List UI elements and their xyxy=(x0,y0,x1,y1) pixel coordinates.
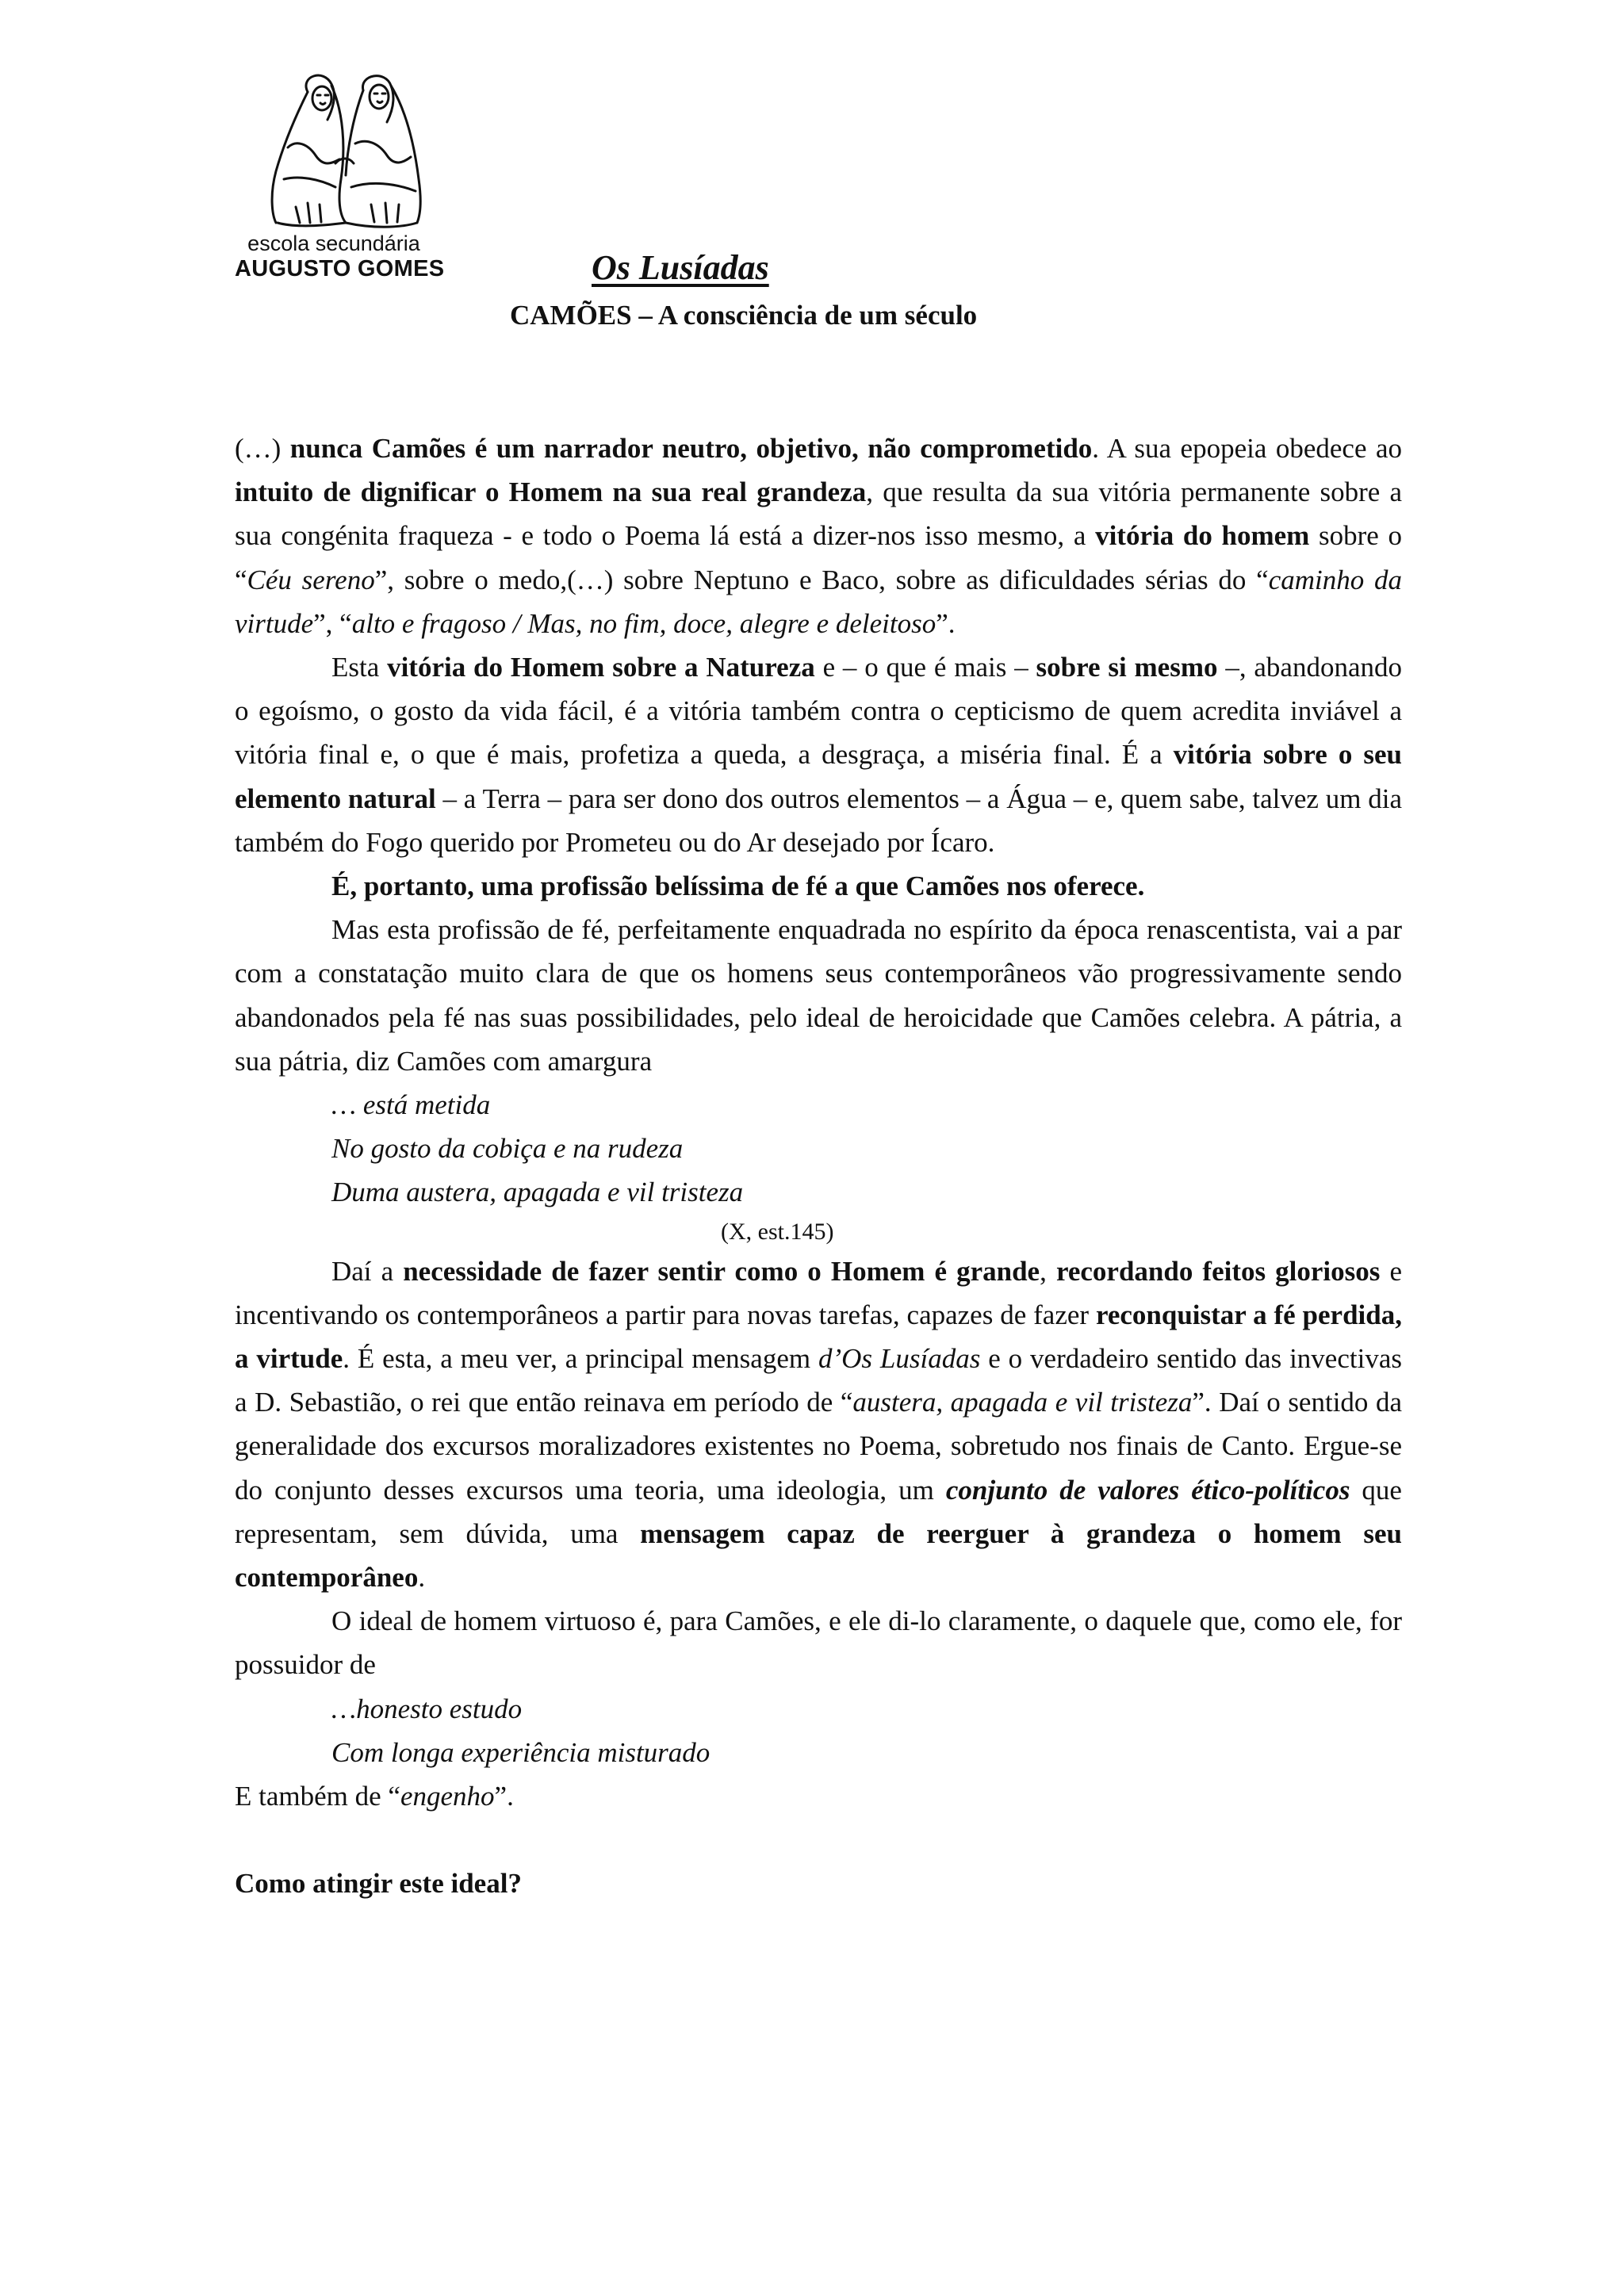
bold-span: necessidade de fazer sentir como o Homem é grande xyxy=(403,1255,1040,1287)
text-span: (…) xyxy=(235,433,290,464)
verse-line: No gosto da cobiça e na rudeza xyxy=(331,1133,684,1165)
text-span: – a Terra – para ser dono dos outros elementos – a Água – e, quem sabe, talvez um dia também do Fogo querido por Prometeu ou do Ar desejado por Ícaro. xyxy=(235,783,1402,858)
text-span: . xyxy=(418,1562,426,1594)
bold-span: recordando feitos gloriosos xyxy=(1055,1255,1381,1287)
text-span: –, abandonando o egoísmo, o gosto da vida fácil, é a vitória também contra o cepticismo de quem acredita inviável a vitória final e, o que é mais, profetiza a queda, a desgraça, a miséria final. É a xyxy=(235,652,1402,771)
italic-span: Céu sereno xyxy=(247,564,375,595)
bold-span: vitória do homem xyxy=(1095,520,1310,552)
italic-span: d’Os Lusíadas xyxy=(818,1343,981,1375)
two-figures-logo-icon xyxy=(252,68,442,235)
text-span: , que resulta da sua vitória permanente sobre a sua congénita fraqueza - e todo o Poema lá está a dizer-nos isso mesmo, a xyxy=(235,476,1403,552)
text-span: , xyxy=(1040,1255,1056,1287)
text-span: . A sua epopeia obedece ao xyxy=(1092,433,1402,464)
verse-citation: (X, est.145) xyxy=(721,1218,834,1245)
paragraph-6: O ideal de homem virtuoso é, para Camões, e ele di-lo claramente, o daquele que, como ele, for possuidor de xyxy=(235,1605,1402,1681)
verse-line: Duma austera, apagada e vil tristeza xyxy=(331,1177,744,1208)
text-span: e incentivando os contemporâneos a partir para novas tarefas, capazes de fazer xyxy=(235,1255,1403,1330)
bold-span: reconquistar a fé perdida, a virtude xyxy=(235,1299,1402,1375)
bold-span: Como atingir este ideal? xyxy=(235,1868,522,1900)
bold-span: sobre si mesmo xyxy=(1036,652,1218,683)
text-span: e o verdadeiro sentido das invectivas a D. Sebastião, o rei que então reinava em período de “ xyxy=(235,1343,1402,1418)
text-span: e – o que é mais – xyxy=(814,652,1036,683)
bold-span: mensagem capaz de reerguer à grandeza o homem seu contemporâneo xyxy=(235,1517,1402,1594)
bold-span: vitória do Homem sobre a Natureza xyxy=(387,652,815,683)
paragraph-7 xyxy=(235,1774,1402,1818)
spacer xyxy=(235,1818,1402,1862)
closing-question xyxy=(235,1862,1402,1905)
text-span: ”. xyxy=(494,1781,514,1812)
text-span: ”, “ xyxy=(313,607,352,639)
text-span: ”, sobre o medo,(…) sobre Neptuno e Baco, sobre as dificuldades sérias do “ xyxy=(374,564,1269,595)
text-span: Esta xyxy=(331,652,388,683)
paragraph-1 xyxy=(235,427,1402,645)
document-title: Os Lusíadas xyxy=(592,248,769,287)
verse-line: … está metida xyxy=(331,1089,491,1121)
text-span: que representam, sem dúvida, uma xyxy=(235,1474,1402,1549)
text-span: ”. Daí o sentido da generalidade dos excursos moralizadores existentes no Poema, sobretudo nos finais de Canto. Ergue-se do conjunto desses excursos uma teoria, uma ideologia, um xyxy=(235,1387,1402,1506)
bold-span: vitória sobre o seu elemento natural xyxy=(235,739,1402,814)
text-span: . É esta, a meu ver, a principal mensagem xyxy=(343,1343,818,1375)
text-span: Daí a xyxy=(331,1255,404,1287)
italic-span: engenho xyxy=(400,1781,495,1812)
school-name-line2: AUGUSTO GOMES xyxy=(235,256,445,281)
body-text xyxy=(235,427,1402,1906)
text-span: E também de “ xyxy=(235,1781,400,1812)
bold-span: intuito de dignificar o Homem na sua real grandeza xyxy=(235,476,867,508)
paragraph-3 xyxy=(235,864,1402,908)
text-span: ”. xyxy=(936,607,956,639)
paragraph-2 xyxy=(235,645,1402,864)
document-subtitle: CAMÕES – A consciência de um século xyxy=(510,300,978,331)
paragraph-5 xyxy=(235,1249,1402,1600)
italic-span: austera, apagada e vil tristeza xyxy=(852,1387,1193,1418)
italic-span: caminho da virtude xyxy=(235,564,1402,639)
text-span: sobre o “ xyxy=(235,520,1403,595)
verse-line: …honesto estudo xyxy=(331,1693,523,1724)
school-name-line1: escola secundária xyxy=(247,232,420,255)
bold-span: nunca Camões é um narrador neutro, objetivo, não comprometido xyxy=(289,433,1093,464)
verse-line: Com longa experiência misturado xyxy=(331,1736,710,1768)
bold-italic-span: conjunto de valores ético-políticos xyxy=(945,1474,1350,1506)
paragraph-4: Mas esta profissão de fé, perfeitamente enquadrada no espírito da época renascentista, vai a par com a constatação muito clara de que os homens seus contemporâneos vão progressivamente sendo abandonados pela fé nas suas possibilidades, pelo ideal de heroicidade que Camões celebra. A pátria, a sua pátria, diz Camões com amargura xyxy=(235,914,1402,1077)
italic-span: alto e fragoso / Mas, no fim, doce, alegre e deleitoso xyxy=(351,607,936,639)
bold-span: É, portanto, uma profissão belíssima de fé a que Camões nos oferece. xyxy=(331,871,1145,902)
